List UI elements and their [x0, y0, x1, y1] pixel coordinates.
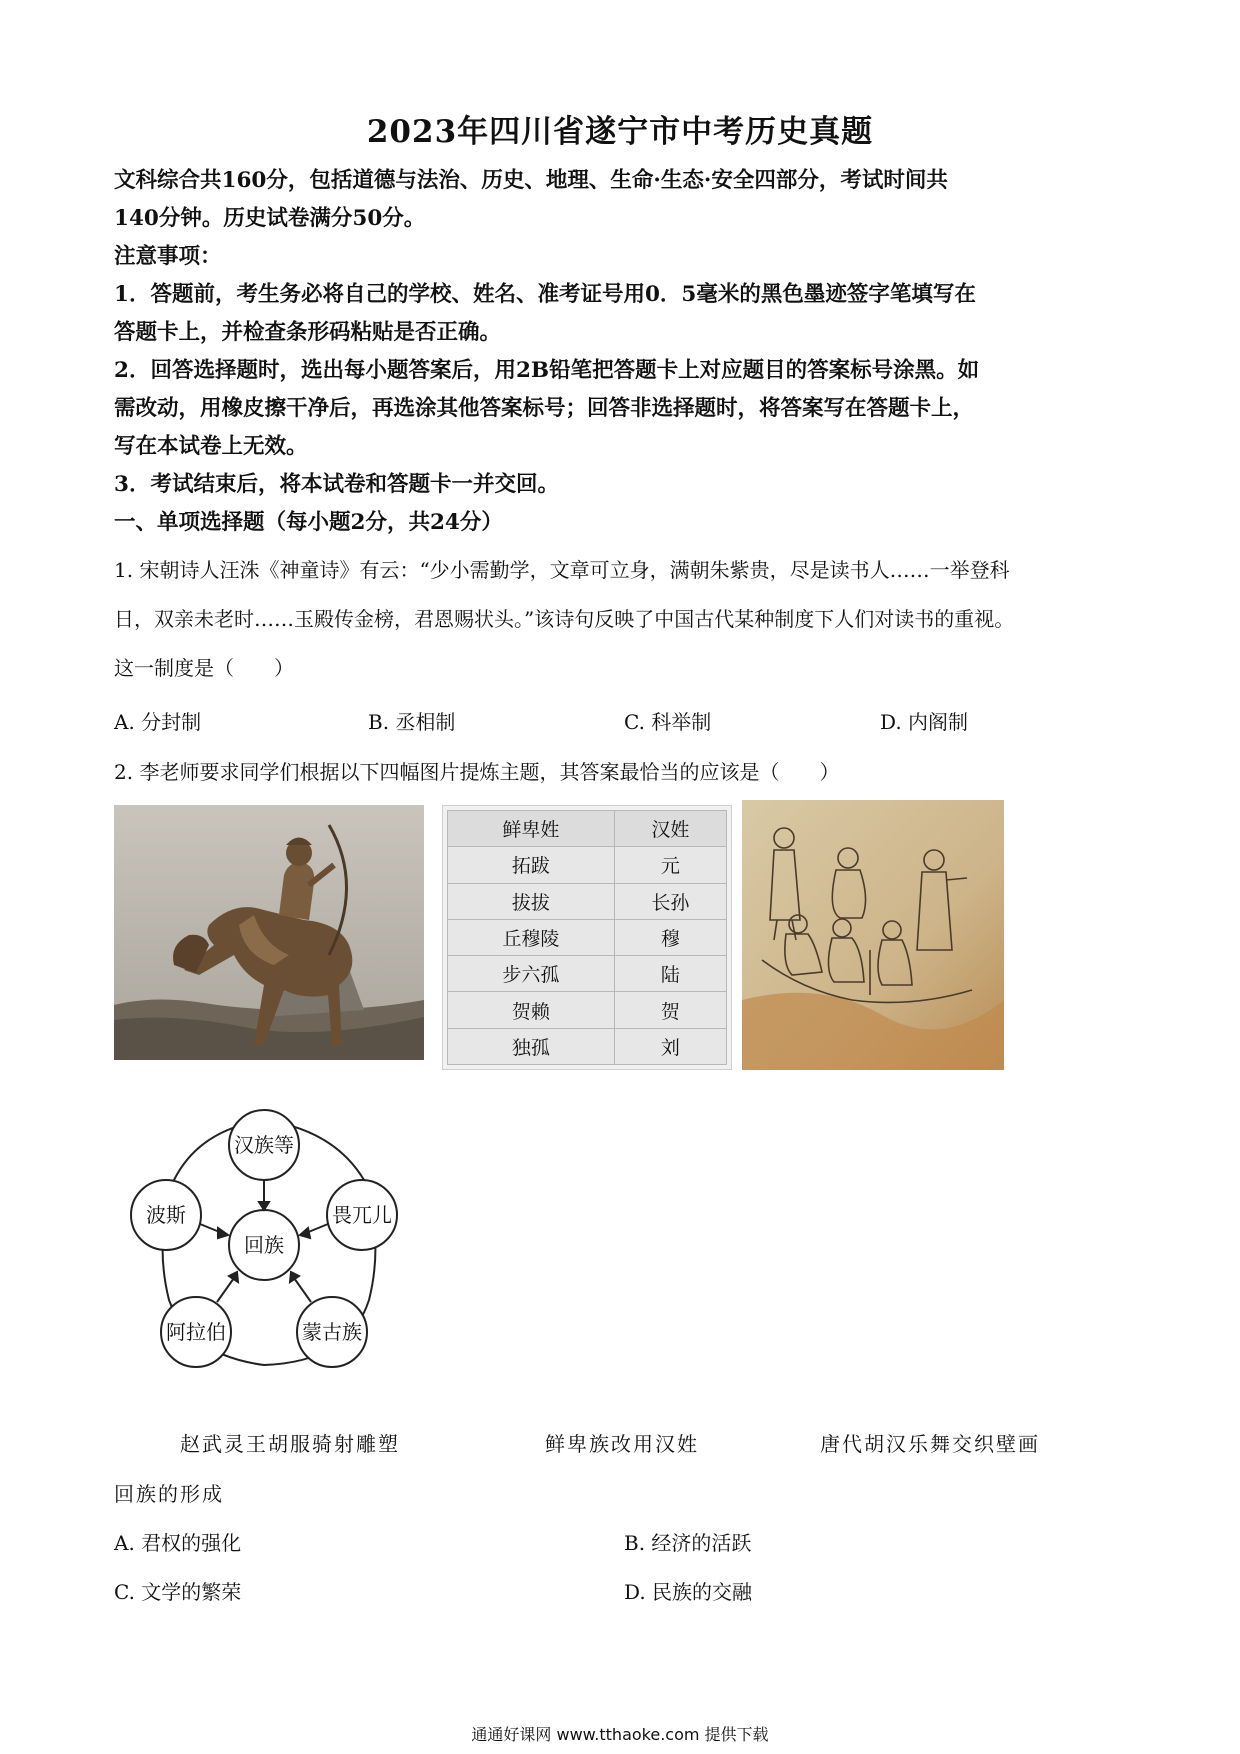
table-cell: 穆	[614, 919, 726, 955]
surname-table	[447, 810, 727, 1065]
intro-line: 140分钟。历史试卷满分50分。	[114, 206, 426, 231]
table-cell: 刘	[614, 1028, 726, 1064]
section-heading: 一、单项选择题（每小题2分，共24分）	[114, 510, 503, 535]
intro-line: 文科综合共160分，包括道德与法治、历史、地理、生命·生态·安全四部分，考试时间共	[114, 168, 948, 193]
diagram-label-center: 回族	[244, 1233, 284, 1257]
q2-option-a[interactable]: A. 君权的强化	[114, 1531, 242, 1555]
diagram-label-node: 汉族等	[234, 1133, 294, 1157]
horse-archer-statue-image	[114, 805, 424, 1060]
diagram-svg	[114, 1100, 414, 1385]
notice-item-2-cont: 写在本试卷上无效。	[114, 434, 308, 459]
notice-item-1-cont: 答题卡上，并检查条形码粘贴是否正确。	[114, 320, 502, 345]
caption-mural: 唐代胡汉乐舞交织壁画	[820, 1432, 1040, 1456]
table-header: 汉姓	[614, 811, 726, 847]
surname-table-image	[442, 805, 732, 1070]
table-row	[448, 1028, 727, 1064]
q2-option-d[interactable]: D. 民族的交融	[624, 1580, 753, 1604]
table-cell: 独孤	[448, 1028, 615, 1064]
q1-option-b[interactable]: B. 丞相制	[368, 710, 456, 734]
question-1-stem: 1. 宋朝诗人汪洙《神童诗》有云：“少小需勤学，文章可立身，满朝朱紫贵，尽是读书人……一举登科	[114, 558, 1010, 582]
table-cell: 步六孤	[448, 956, 615, 992]
page-title: 2023年四川省遂宁市中考历史真题	[366, 114, 874, 150]
q1-option-c[interactable]: C. 科举制	[624, 710, 712, 734]
notice-item-1: 1．答题前，考生务必将自己的学校、姓名、准考证号用0．5毫米的黑色墨迹签字笔填写在	[114, 282, 976, 307]
table-cell: 长孙	[614, 883, 726, 919]
notice-heading: 注意事项：	[114, 244, 222, 269]
mural-image	[742, 800, 1004, 1070]
q2-option-c[interactable]: C. 文学的繁荣	[114, 1580, 242, 1604]
question-1	[114, 546, 1124, 693]
table-cell: 贺赖	[448, 992, 615, 1028]
notice-item-3: 3．考试结束后，将本试卷和答题卡一并交回。	[114, 472, 559, 497]
table-row	[448, 956, 727, 992]
table-row	[448, 847, 727, 883]
table-header: 鲜卑姓	[448, 811, 615, 847]
q1-option-a[interactable]: A. 分封制	[114, 710, 202, 734]
question-1-stem: 日，双亲未老时……玉殿传金榜，君恩赐状头。”该诗句反映了中国古代某种制度下人们对读书的重视。	[114, 607, 1015, 631]
table-row	[448, 919, 727, 955]
table-row	[448, 992, 727, 1028]
table-cell: 拓跋	[448, 847, 615, 883]
caption-table: 鲜卑族改用汉姓	[545, 1432, 699, 1456]
statue-photo	[114, 805, 424, 1060]
table-cell: 元	[614, 847, 726, 883]
tang-mural-painting-image	[742, 800, 1004, 1070]
question-2-stem: 2. 李老师要求同学们根据以下四幅图片提炼主题，其答案最恰当的应该是（ ）	[114, 760, 840, 784]
table-cell: 贺	[614, 992, 726, 1028]
table-cell: 拔拔	[448, 883, 615, 919]
diagram-label-node: 畏兀儿	[332, 1203, 392, 1227]
caption-statue: 赵武灵王胡服骑射雕塑	[180, 1432, 400, 1456]
diagram-label-node: 蒙古族	[302, 1320, 362, 1344]
table-row	[448, 883, 727, 919]
exam-instructions	[114, 162, 1124, 542]
diagram-label-node: 波斯	[146, 1203, 186, 1227]
hui-formation-diagram	[114, 1100, 414, 1385]
diagram-label-node: 阿拉伯	[166, 1320, 226, 1344]
table-cell: 陆	[614, 956, 726, 992]
notice-item-2: 2．回答选择题时，选出每小题答案后，用2B铅笔把答题卡上对应题目的答案标号涂黑。如	[114, 358, 980, 383]
q2-option-b[interactable]: B. 经济的活跃	[624, 1531, 752, 1555]
notice-item-2-cont: 需改动，用橡皮擦干净后，再选涂其他答案标号；回答非选择题时，将答案写在答题卡上，	[114, 396, 975, 421]
footer-source: 通通好课网 www.tthaoke.com 提供下载	[471, 1725, 769, 1744]
question-1-stem: 这一制度是（ ）	[114, 656, 294, 680]
caption-diagram: 回族的形成	[114, 1482, 224, 1506]
table-cell: 丘穆陵	[448, 919, 615, 955]
q1-option-d[interactable]: D. 内阁制	[880, 710, 969, 734]
